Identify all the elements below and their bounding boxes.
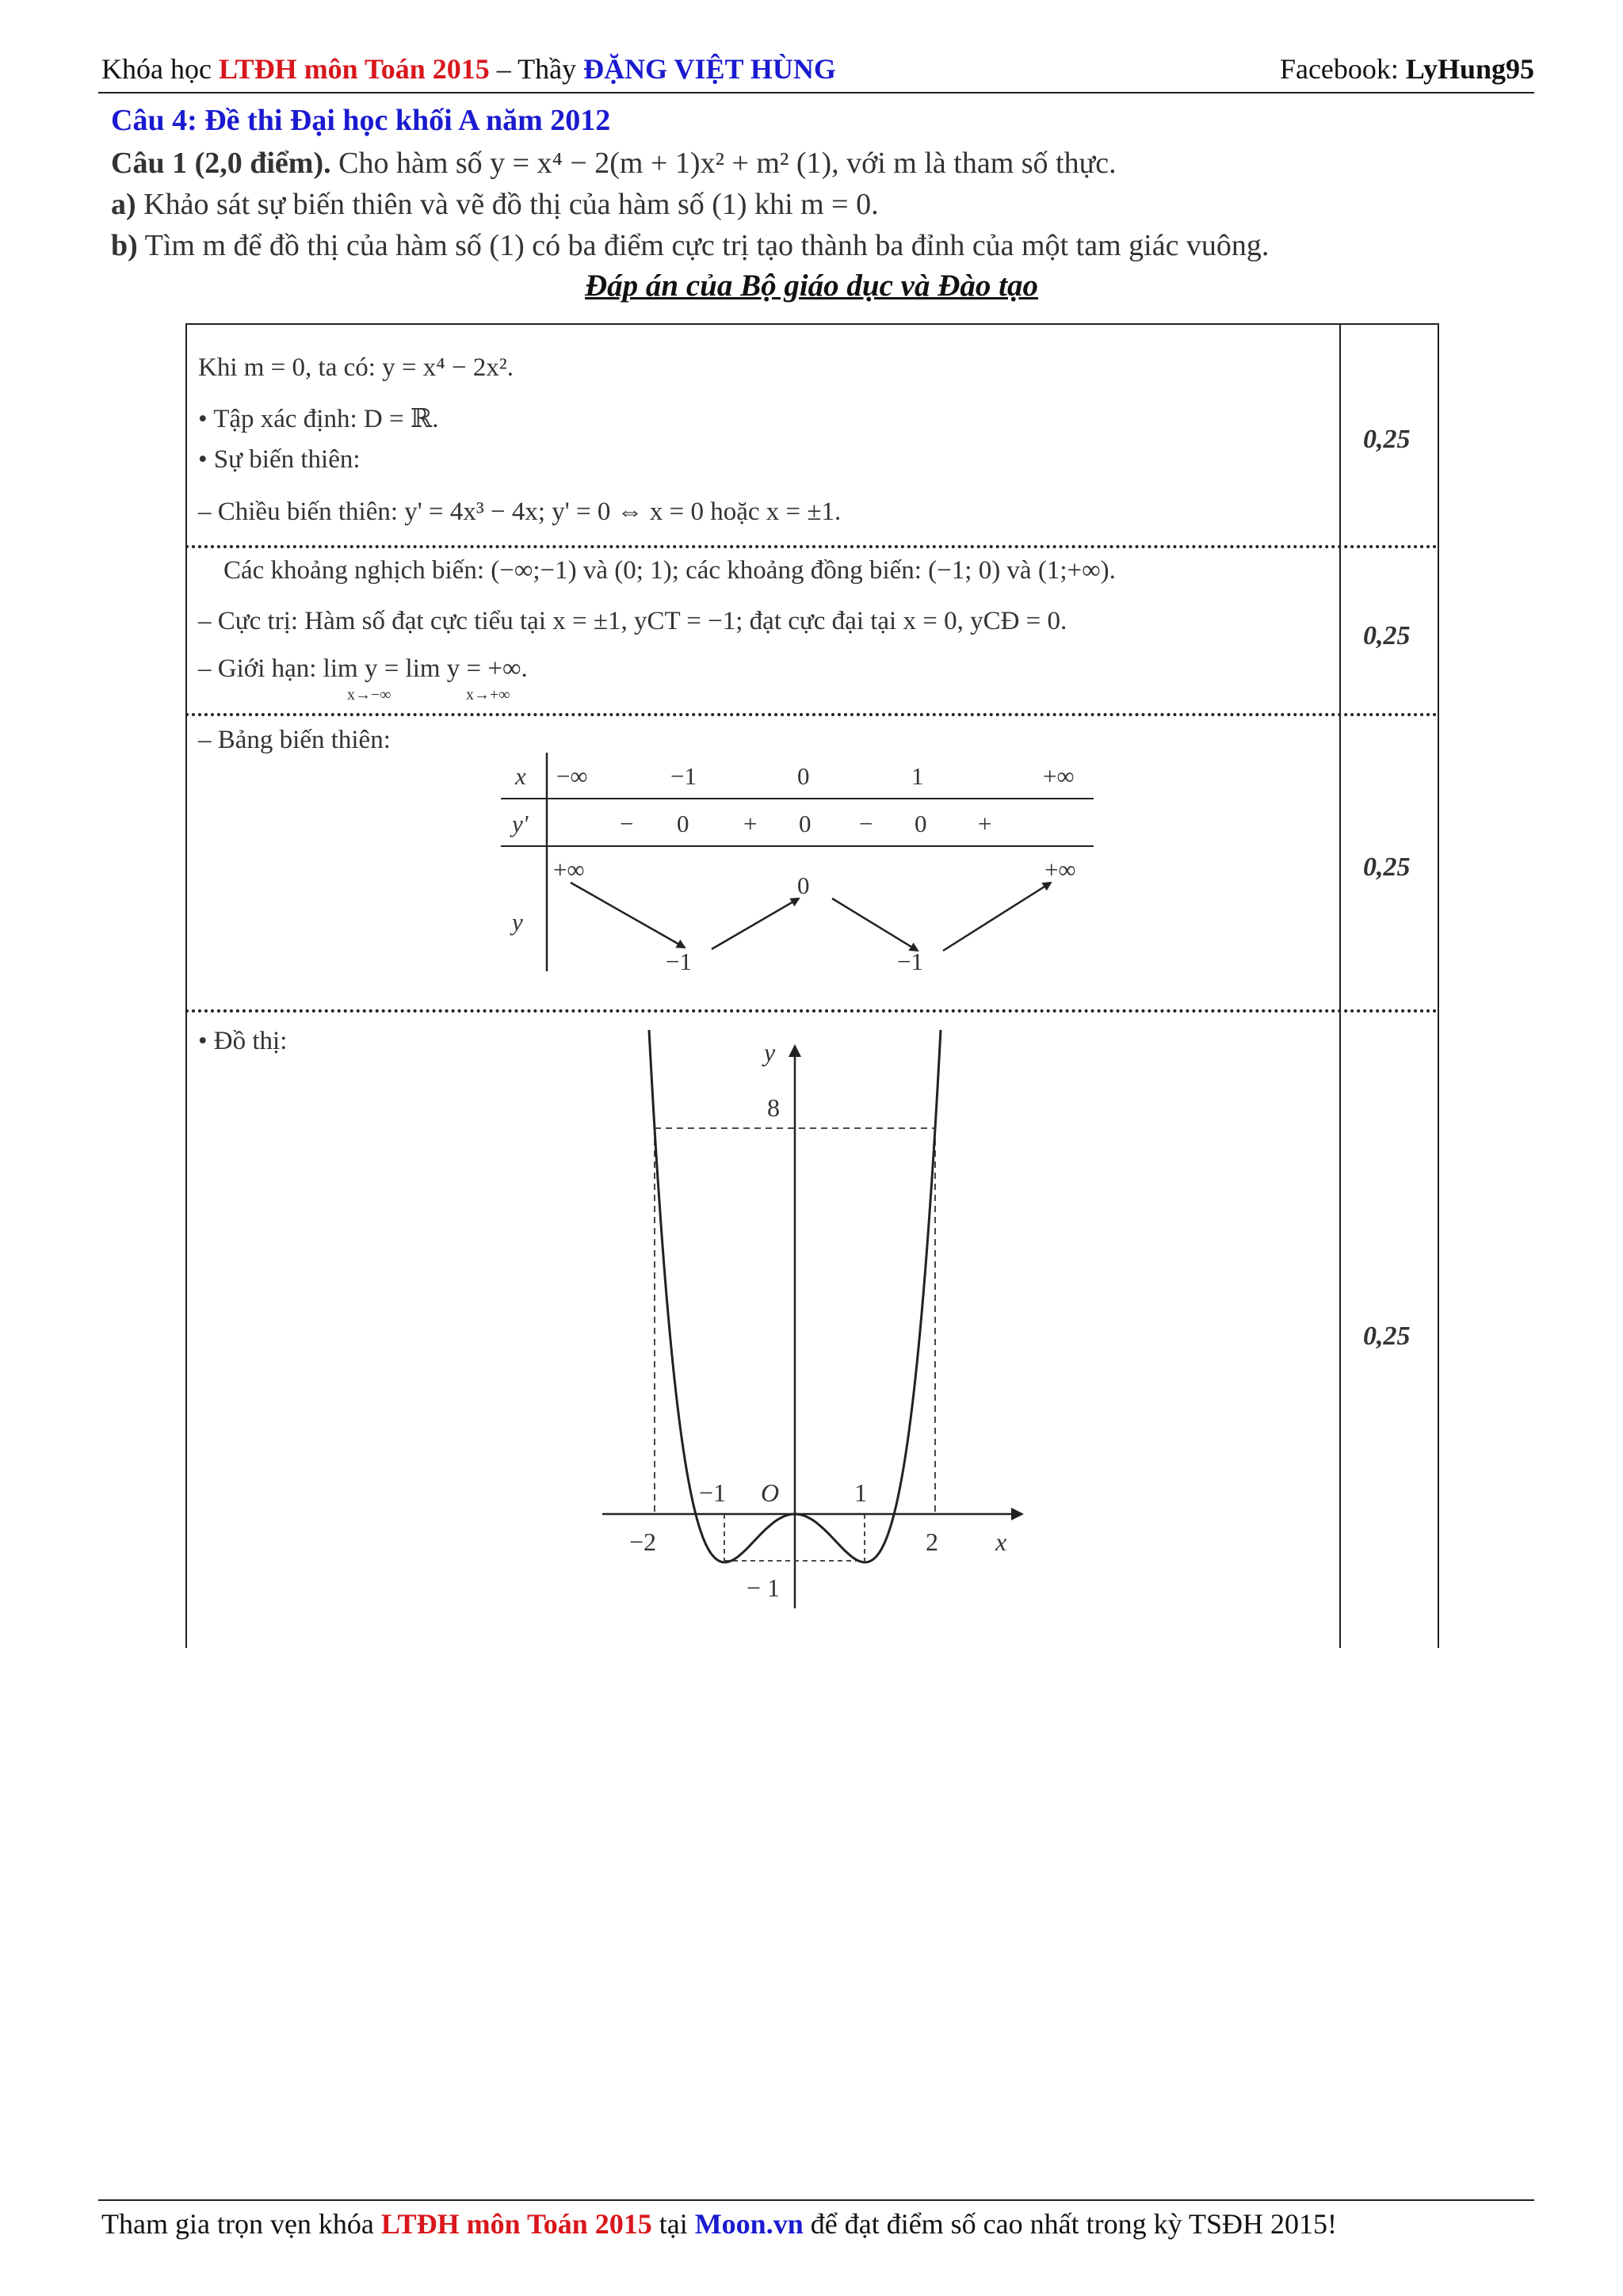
table-right-border [1438,323,1439,1648]
row1-line3: • Sự biến thiên: [198,445,361,474]
vt-yprime-sign: − [859,810,873,837]
vt-y-value: 0 [797,871,810,899]
vt-yprime-label: y' [512,810,529,837]
row2-line1: Các khoảng nghịch biến: (−∞;−1) và (0; 1); các khoảng đồng biến: (−1; 0) và (1;+∞). [223,556,1116,585]
row-separator-1 [185,545,1438,548]
header-right [1280,52,1534,86]
row-separator-3 [185,1009,1438,1013]
graph-tick-y8: 8 [767,1093,780,1122]
graph-tick-x1: 1 [854,1478,867,1507]
vt-y-value: +∞ [553,856,585,883]
limit-sub-right: x→+∞ [466,686,510,704]
part-b [111,228,1269,263]
vt-yprime-sign: 0 [677,810,689,837]
problem-statement [111,146,1117,181]
row2-line3: – Giới hạn: lim y = lim y = +∞. [198,654,528,683]
page-footer [101,2207,1337,2241]
row3-score: 0,25 [1363,852,1411,882]
header-facebook-handle: LyHung95 [1405,53,1534,85]
table-top-border [185,323,1438,325]
footer-course-name: LTĐH môn Toán 2015 [380,2208,652,2240]
vt-yprime-sign: 0 [799,810,812,837]
problem-label: Câu 1 (2,0 điểm). [111,147,331,180]
footer-site-link[interactable]: Moon.vn [694,2208,804,2240]
vt-y-value: +∞ [1044,856,1076,883]
header-facebook-label: Facebook: [1279,53,1406,85]
vt-y-value: −1 [897,948,923,975]
vt-yprime-sign: + [743,810,758,837]
header-teacher-name: ĐẶNG VIỆT HÙNG [583,53,836,85]
vt-x-value: −1 [670,762,697,790]
part-a-text: Khảo sát sự biến thiên và vẽ đồ thị của hàm số (1) khi m = 0. [136,188,879,221]
page-header [101,52,1534,93]
footer-divider [98,2199,1534,2201]
table-divider [1339,323,1341,1648]
part-a [111,187,879,222]
row1-line2: • Tập xác định: D = ℝ. [198,405,439,433]
part-b-label: b) [111,229,138,262]
graph-tick-xneg2: −2 [629,1527,657,1556]
vt-x-value: −∞ [556,762,588,790]
row2-score: 0,25 [1363,621,1411,650]
graph-tick-yneg1: − 1 [747,1573,781,1602]
row-separator-2 [185,713,1438,716]
footer-suffix: để đạt điểm số cao nhất trong kỳ TSĐH 2015! [803,2208,1337,2240]
vt-x-label: x [515,762,526,790]
answer-title: Đáp án của Bộ giáo dục và Đào tạo [584,269,1038,303]
footer-prefix: Tham gia trọn vẹn khóa [101,2208,381,2240]
question-heading: Câu 4: Đề thi Đại học khối A năm 2012 [111,104,611,137]
vt-yprime-sign: + [978,810,992,837]
header-divider [98,92,1534,93]
part-b-text: Tìm m để đồ thị của hàm số (1) có ba điểm cực trị tạo thành ba đỉnh của một tam giác vuông. [137,229,1270,262]
table-left-border [185,323,187,1648]
vt-yprime-sign: − [620,810,634,837]
graph-y-label: y [764,1038,776,1066]
graph-tick-x2: 2 [926,1527,938,1556]
vt-x-value: 1 [911,762,924,790]
header-teacher-prefix: – Thầy [489,53,584,85]
problem-text: Cho hàm số y = x⁴ − 2(m + 1)x² + m² (1), với m là tham số thực. [330,147,1117,180]
vt-x-value: 0 [797,762,810,790]
row1-score: 0,25 [1363,425,1411,454]
header-left [101,52,836,86]
header-course-name: LTĐH môn Toán 2015 [218,53,490,85]
graph-tick-xneg1: −1 [699,1478,727,1507]
row1-line4: – Chiều biến thiên: y' = 4x³ − 4x; y' = 0 ⇔ x = 0 hoặc x = ±1. [198,498,842,526]
row4-line1: • Đồ thị: [198,1027,288,1055]
vt-yprime-sign: 0 [915,810,927,837]
row1-line1: Khi m = 0, ta có: y = x⁴ − 2x². [198,353,514,382]
vt-y-value: −1 [666,948,692,975]
row3-line1: – Bảng biến thiên: [198,726,391,754]
header-course-prefix: Khóa học [101,53,219,85]
graph-x-label: x [995,1527,1007,1556]
part-a-label: a) [111,188,136,221]
row2-line2: – Cực trị: Hàm số đạt cực tiểu tại x = ±1, yCT = −1; đạt cực đại tại x = 0, yCĐ = 0. [198,607,1067,635]
vt-y-label: y [512,908,523,936]
footer-middle: tại [651,2208,695,2240]
vt-x-value: +∞ [1043,762,1075,790]
graph-origin-label: O [761,1478,780,1507]
row4-score: 0,25 [1363,1322,1411,1351]
limit-sub-left: x→−∞ [347,686,391,704]
